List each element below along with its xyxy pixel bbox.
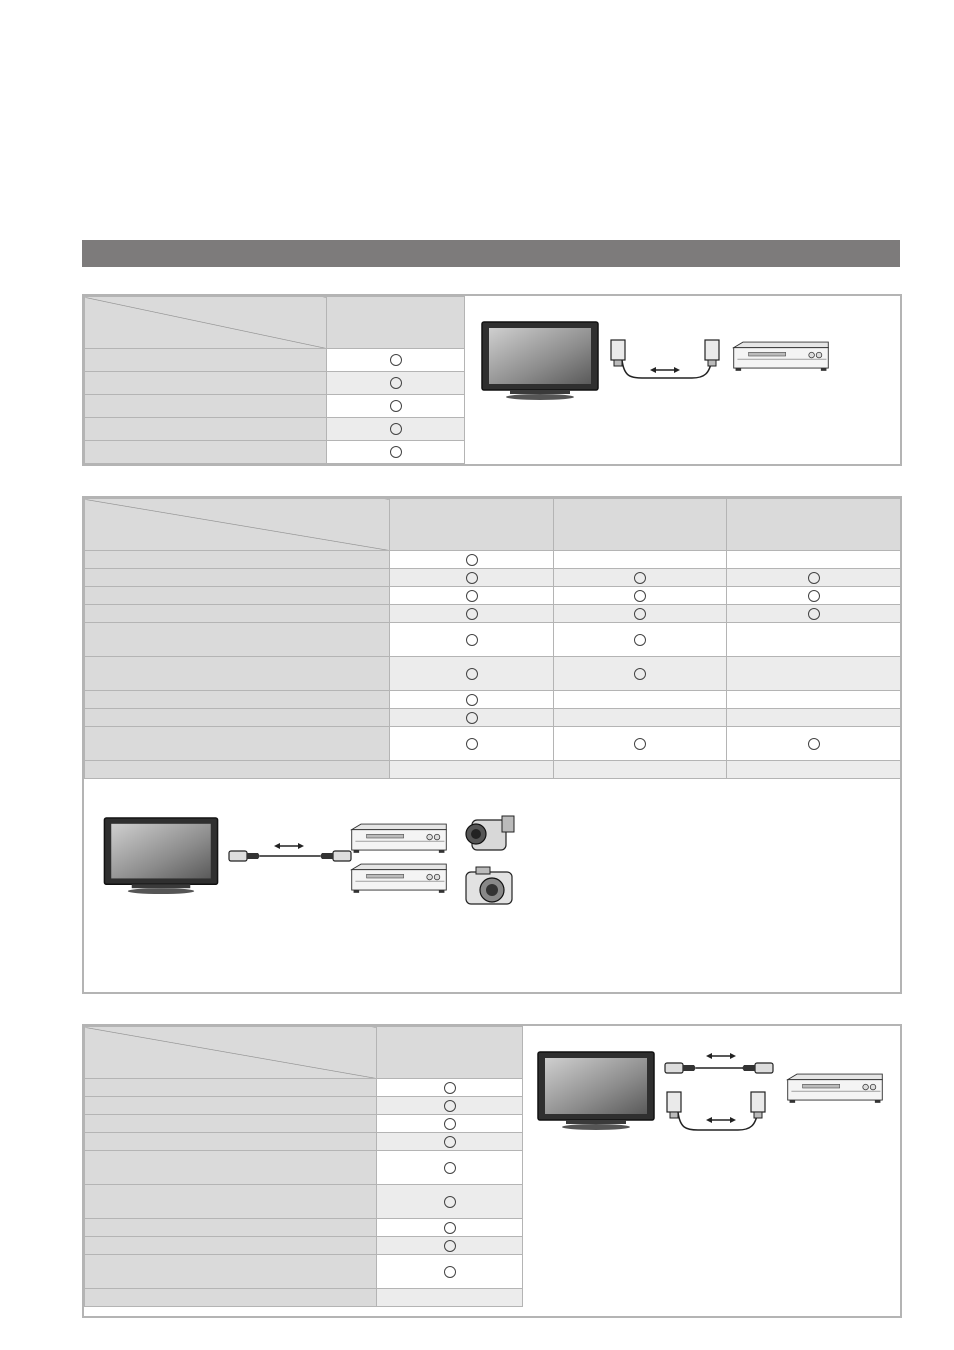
scart-plug-icon <box>748 1090 770 1122</box>
support-cell <box>727 551 901 569</box>
support-cell <box>377 1185 523 1219</box>
table-row <box>85 372 465 395</box>
row-label <box>85 1237 377 1255</box>
connection-illustration <box>536 1050 892 1160</box>
support-cell <box>377 1255 523 1289</box>
support-cell <box>390 657 554 691</box>
support-cell <box>390 605 554 623</box>
table-row <box>85 1133 523 1151</box>
supported-mark-icon <box>466 738 478 750</box>
support-cell <box>554 587 727 605</box>
table-row <box>85 605 901 623</box>
supported-mark-icon <box>444 1118 456 1130</box>
supported-mark-icon <box>634 590 646 602</box>
support-cell <box>554 709 727 727</box>
support-cell <box>327 418 465 441</box>
support-cell <box>390 623 554 657</box>
row-label <box>85 1151 377 1185</box>
table-row <box>85 709 901 727</box>
supported-mark-icon <box>634 572 646 584</box>
function-table <box>84 498 901 779</box>
function-table <box>84 296 465 464</box>
cable-icon <box>696 1063 746 1073</box>
row-label <box>85 395 327 418</box>
supported-mark-icon <box>444 1240 456 1252</box>
column-header-1 <box>390 499 554 551</box>
supported-mark-icon <box>444 1162 456 1174</box>
section-header-bar <box>82 240 900 267</box>
supported-mark-icon <box>466 712 478 724</box>
supported-mark-icon <box>390 377 402 389</box>
support-cell <box>390 569 554 587</box>
support-cell <box>554 605 727 623</box>
support-cell <box>554 727 727 761</box>
row-label <box>85 623 390 657</box>
table-row <box>85 1097 523 1115</box>
support-cell <box>327 372 465 395</box>
row-label <box>85 1289 377 1307</box>
table-row <box>85 623 901 657</box>
support-cell <box>727 657 901 691</box>
supported-mark-icon <box>634 668 646 680</box>
table-row <box>85 418 465 441</box>
supported-mark-icon <box>444 1100 456 1112</box>
supported-mark-icon <box>444 1082 456 1094</box>
table-row <box>85 551 901 569</box>
support-cell <box>377 1079 523 1097</box>
supported-mark-icon <box>634 738 646 750</box>
support-cell <box>727 691 901 709</box>
support-cell <box>390 587 554 605</box>
support-cell <box>727 587 901 605</box>
support-cell <box>554 551 727 569</box>
support-cell <box>390 709 554 727</box>
double-arrow-icon <box>274 842 304 852</box>
support-cell <box>554 691 727 709</box>
row-label <box>85 1079 377 1097</box>
supported-mark-icon <box>466 694 478 706</box>
row-label <box>85 372 327 395</box>
connection-illustration <box>480 320 840 410</box>
table-row <box>85 761 901 779</box>
row-label <box>85 1097 377 1115</box>
supported-mark-icon <box>808 590 820 602</box>
camcorder-icon <box>462 812 520 858</box>
table-row <box>85 691 901 709</box>
supported-mark-icon <box>466 608 478 620</box>
support-cell <box>727 727 901 761</box>
support-cell <box>554 657 727 691</box>
table-row <box>85 395 465 418</box>
double-arrow-icon <box>706 1052 736 1062</box>
column-header-3 <box>727 499 901 551</box>
dvd-recorder-icon <box>348 822 452 856</box>
table-corner-header <box>85 1027 377 1079</box>
supported-mark-icon <box>634 608 646 620</box>
column-header-2 <box>554 499 727 551</box>
dvd-player-icon <box>348 862 452 896</box>
scart-plug-icon <box>702 338 724 370</box>
table-row <box>85 1151 523 1185</box>
table-row <box>85 1115 523 1133</box>
supported-mark-icon <box>466 572 478 584</box>
supported-mark-icon <box>634 634 646 646</box>
row-label <box>85 709 390 727</box>
row-label <box>85 418 327 441</box>
support-cell <box>727 605 901 623</box>
table-row <box>85 587 901 605</box>
support-cell <box>377 1289 523 1307</box>
row-label <box>85 587 390 605</box>
supported-mark-icon <box>444 1266 456 1278</box>
connection-illustration <box>102 812 532 912</box>
row-label <box>85 349 327 372</box>
support-cell <box>727 761 901 779</box>
panel-scart-functions <box>82 294 902 466</box>
table-row <box>85 1079 523 1097</box>
table-row <box>85 1237 523 1255</box>
panel-hdmi-functions <box>82 496 902 994</box>
hdmi-plug-icon <box>228 848 262 864</box>
double-arrow-icon <box>650 366 680 376</box>
hdmi-plug-icon <box>318 848 352 864</box>
supported-mark-icon <box>466 590 478 602</box>
row-label <box>85 691 390 709</box>
row-label <box>85 1255 377 1289</box>
supported-mark-icon <box>808 572 820 584</box>
supported-mark-icon <box>808 738 820 750</box>
dvd-recorder-icon <box>784 1072 888 1106</box>
supported-mark-icon <box>390 354 402 366</box>
support-cell <box>377 1151 523 1185</box>
digital-camera-icon <box>462 862 520 914</box>
hdmi-plug-icon <box>664 1060 698 1076</box>
support-cell <box>554 623 727 657</box>
row-label <box>85 569 390 587</box>
hdmi-plug-icon <box>740 1060 774 1076</box>
support-cell <box>377 1115 523 1133</box>
column-header <box>377 1027 523 1079</box>
supported-mark-icon <box>390 400 402 412</box>
row-label <box>85 1115 377 1133</box>
row-label <box>85 1185 377 1219</box>
support-cell <box>554 569 727 587</box>
cable-icon <box>260 851 320 861</box>
dvd-recorder-icon <box>730 340 834 374</box>
support-cell <box>377 1237 523 1255</box>
tv-icon <box>102 816 222 900</box>
table-row <box>85 1219 523 1237</box>
support-cell <box>554 761 727 779</box>
table-row <box>85 441 465 464</box>
support-cell <box>390 551 554 569</box>
row-label <box>85 657 390 691</box>
support-cell <box>377 1219 523 1237</box>
support-cell <box>327 441 465 464</box>
double-arrow-icon <box>706 1116 736 1126</box>
support-cell <box>727 709 901 727</box>
panel-hdmi-scart-functions <box>82 1024 902 1318</box>
row-label <box>85 761 390 779</box>
support-cell <box>727 623 901 657</box>
support-cell <box>390 691 554 709</box>
supported-mark-icon <box>808 608 820 620</box>
supported-mark-icon <box>466 634 478 646</box>
table-row <box>85 657 901 691</box>
support-cell <box>327 395 465 418</box>
support-cell <box>377 1133 523 1151</box>
support-cell <box>727 569 901 587</box>
supported-mark-icon <box>444 1222 456 1234</box>
table-row <box>85 1185 523 1219</box>
support-cell <box>390 727 554 761</box>
table-row <box>85 1289 523 1307</box>
function-table <box>84 1026 523 1307</box>
support-cell <box>377 1097 523 1115</box>
supported-mark-icon <box>466 668 478 680</box>
row-label <box>85 727 390 761</box>
supported-mark-icon <box>390 446 402 458</box>
table-row <box>85 727 901 761</box>
row-label <box>85 441 327 464</box>
table-corner-header <box>85 499 390 551</box>
row-label <box>85 1133 377 1151</box>
tv-icon <box>536 1050 660 1136</box>
table-row <box>85 569 901 587</box>
row-label <box>85 1219 377 1237</box>
supported-mark-icon <box>466 554 478 566</box>
support-cell <box>327 349 465 372</box>
table-row <box>85 1255 523 1289</box>
supported-mark-icon <box>390 423 402 435</box>
table-corner-header <box>85 297 327 349</box>
table-row <box>85 349 465 372</box>
support-cell <box>390 761 554 779</box>
supported-mark-icon <box>444 1136 456 1148</box>
row-label <box>85 551 390 569</box>
column-header <box>327 297 465 349</box>
supported-mark-icon <box>444 1196 456 1208</box>
row-label <box>85 605 390 623</box>
